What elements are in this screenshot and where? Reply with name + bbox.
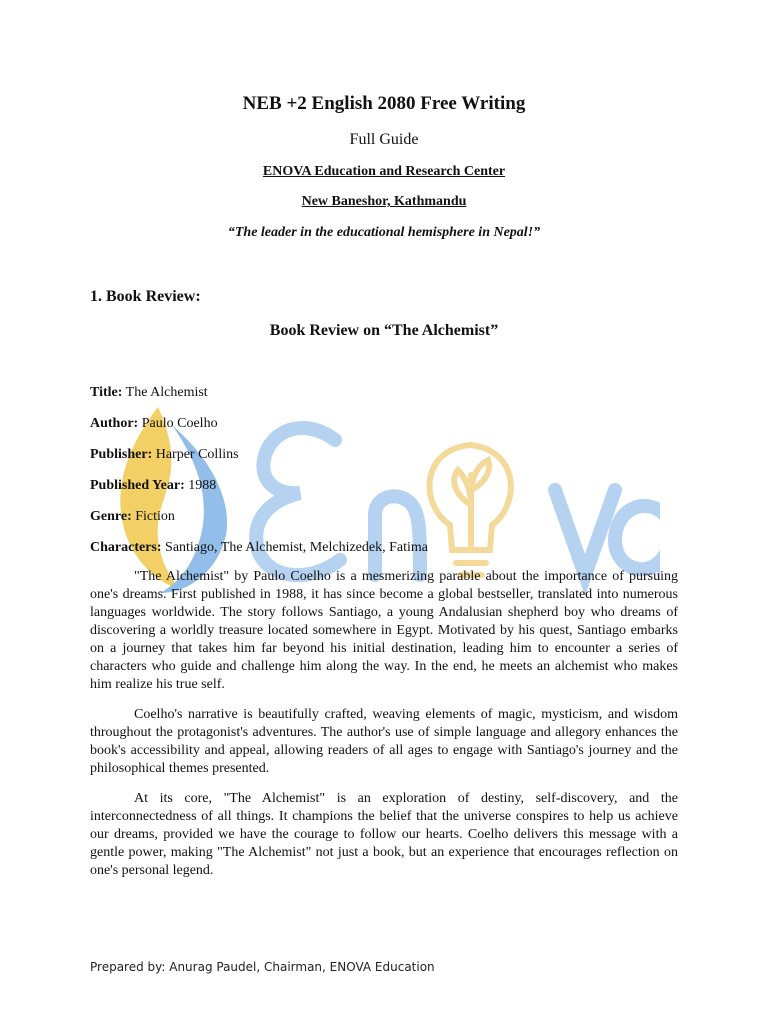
meta-publisher (90, 447, 239, 463)
meta-value: 1988 (184, 478, 217, 493)
meta-genre (90, 509, 175, 525)
meta-value: Harper Collins (152, 447, 239, 462)
review-title: Book Review on “The Alchemist” (269, 322, 499, 339)
meta-value: The Alchemist (122, 385, 208, 400)
meta-label: Author: (90, 416, 139, 431)
organization-name: ENOVA Education and Research Center (262, 164, 506, 179)
organization-tagline: “The leader in the educational hemisphere in Nepal!” (227, 225, 541, 240)
review-paragraph: Coelho's narrative is beautifully crafted, weaving elements of magic, mysticism, and wisdom throughout the protagonist's adventures. The author's use of simple language and allegory enhances the book's accessibility and appeal, allowing readers of all ages to engage with Santiago's journey and the philosophical themes presented. (90, 707, 678, 776)
meta-label: Characters: (90, 540, 162, 555)
review-paragraph: "The Alchemist" by Paulo Coelho is a mesmerizing parable about the importance of pursuing one's dreams. First published in 1988, it has since become a global bestseller, translated into numerous languages worldwide. The story follows Santiago, a young Andalusian shepherd boy who dreams of discovering a worldly treasure located somewhere in Egypt. Motivated by his quest, Santiago embarks on a journey that takes him far beyond his initial destination, leading him to encounter a series of characters who guide and challenge him along the way. In the end, he meets an alchemist who makes him realize his true self. (90, 569, 678, 692)
meta-title (90, 385, 208, 401)
meta-value: Paulo Coelho (138, 416, 218, 431)
organization-location: New Baneshor, Kathmandu (301, 194, 467, 209)
document-title: NEB +2 English 2080 Free Writing (242, 93, 526, 114)
meta-label: Title: (90, 385, 123, 400)
flame-swoosh-icon (120, 407, 227, 593)
section-heading: 1. Book Review: (90, 288, 201, 305)
lightbulb-leaf-icon (430, 445, 511, 575)
review-body (90, 568, 678, 892)
meta-author (90, 416, 218, 432)
meta-label: Genre: (90, 509, 132, 524)
review-paragraph: At its core, "The Alchemist" is an exploration of destiny, self-discovery, and the interconnectedness of all things. It champions the belief that the universe conspires to help us achieve our dreams, provided we have the courage to follow our hearts. Coelho delivers this message with a gentle power, making "The Alchemist" not just a book, but an experience that encourages reflection on one's personal legend. (90, 791, 678, 878)
meta-label: Published Year: (90, 478, 185, 493)
meta-published-year (90, 478, 216, 494)
meta-label: Publisher: (90, 447, 153, 462)
meta-value: Fiction (131, 509, 175, 524)
meta-value: Santiago, The Alchemist, Melchizedek, Fatima (161, 540, 428, 555)
document-subtitle: Full Guide (349, 131, 419, 148)
page-footer: Prepared by: Anurag Paudel, Chairman, ENOVA Education (90, 960, 435, 974)
meta-characters (90, 540, 428, 556)
